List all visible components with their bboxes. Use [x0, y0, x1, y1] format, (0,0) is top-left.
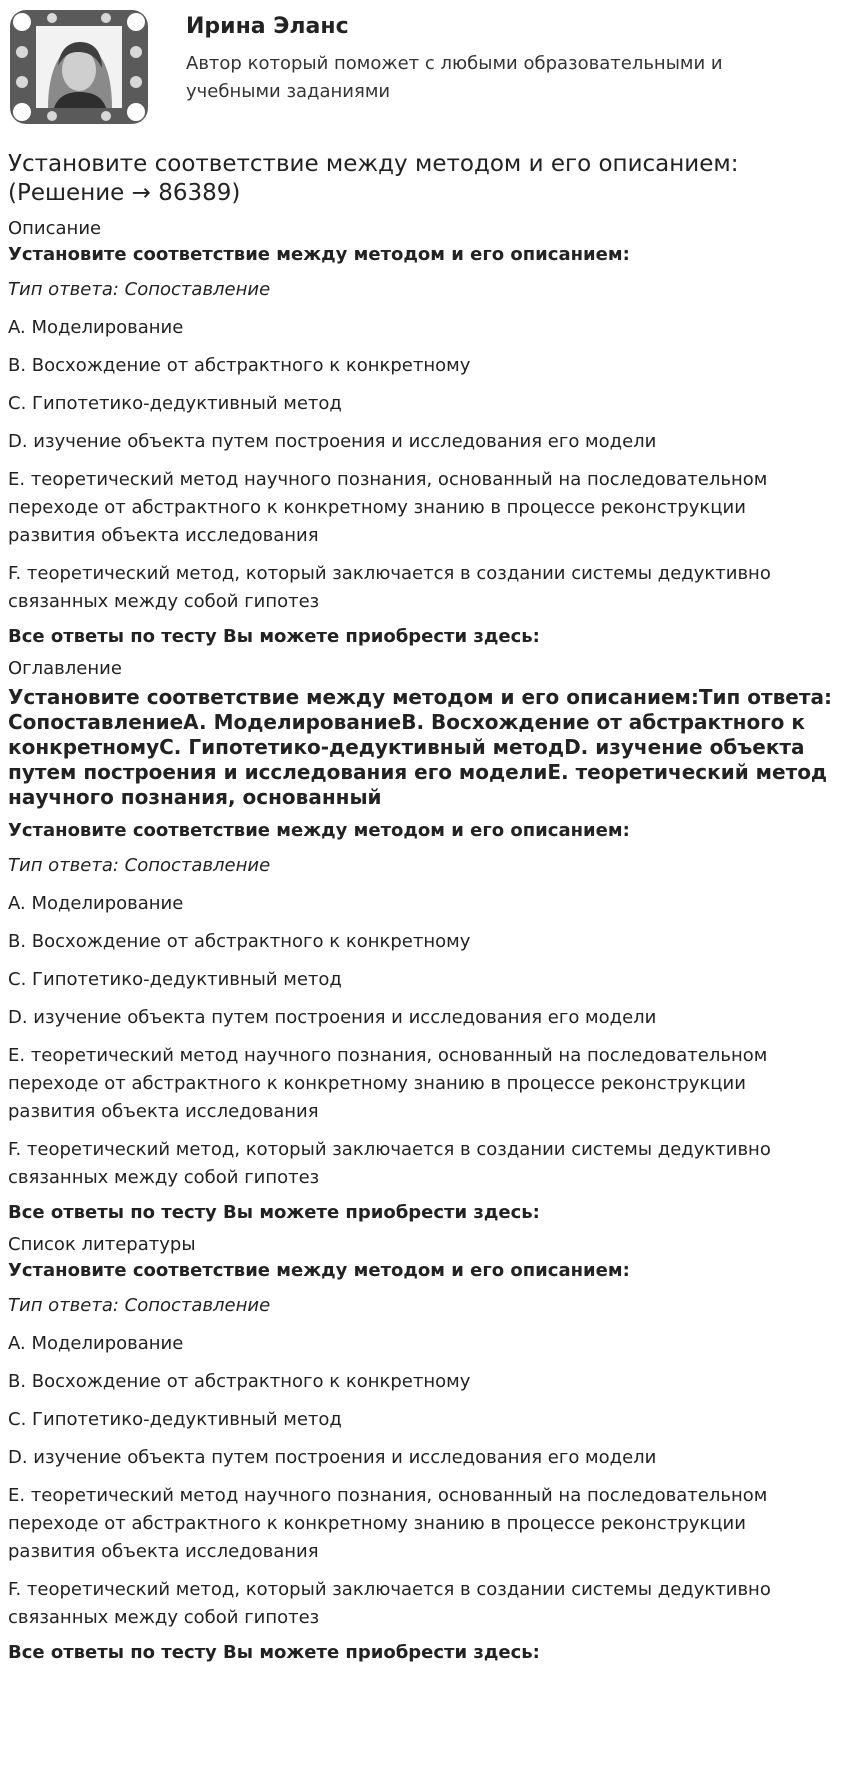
option-c: C. Гипотетико-дедуктивный метод: [8, 1409, 342, 1430]
option-b: B. Восхождение от абстрактного к конкретному: [8, 931, 471, 952]
option-c: C. Гипотетико-дедуктивный метод: [8, 969, 342, 990]
all-answers-text: Все ответы по тесту Вы можете приобрести здесь:: [8, 1202, 540, 1223]
option-b: B. Восхождение от абстрактного к конкретному: [8, 355, 471, 376]
page-title: Установите соответствие между методом и его описанием: (Решение → 86389): [8, 151, 739, 206]
section-heading-toc: Оглавление: [8, 658, 122, 679]
option-d: D. изучение объекта путем построения и исследования его модели: [8, 431, 657, 452]
option-d: D. изучение объекта путем построения и исследования его модели: [8, 1007, 657, 1028]
literature-block: [8, 1260, 833, 1664]
option-f: F. теоретический метод, который заключается в создании системы дедуктивно связанных между собой гипотез: [8, 1139, 771, 1188]
author-avatar: [8, 8, 150, 126]
option-a: A. Моделирование: [8, 317, 184, 338]
option-f: F. теоретический метод, который заключается в создании системы дедуктивно связанных между собой гипотез: [8, 563, 771, 612]
answer-type: Тип ответа: Сопоставление: [8, 1295, 271, 1316]
option-f: F. теоретический метод, который заключается в создании системы дедуктивно связанных между собой гипотез: [8, 1579, 771, 1628]
answer-type: Тип ответа: Сопоставление: [8, 279, 271, 300]
option-b: B. Восхождение от абстрактного к конкретному: [8, 1371, 471, 1392]
all-answers-text: Все ответы по тесту Вы можете приобрести здесь:: [8, 1642, 540, 1663]
question-text: Установите соответствие между методом и его описанием:: [8, 1260, 630, 1281]
section-heading-description: Описание: [8, 218, 102, 239]
option-e: E. теоретический метод научного познания, основанный на последовательном переходе от абстрактного к конкретному знанию в процессе реконструкции развития объекта исследования: [8, 1485, 768, 1562]
option-d: D. изучение объекта путем построения и исследования его модели: [8, 1447, 657, 1468]
answer-type: Тип ответа: Сопоставление: [8, 855, 271, 876]
option-e: E. теоретический метод научного познания, основанный на последовательном переходе от абстрактного к конкретному знанию в процессе реконструкции развития объекта исследования: [8, 1045, 768, 1122]
question-text: Установите соответствие между методом и его описанием:: [8, 820, 630, 841]
all-answers-text: Все ответы по тесту Вы можете приобрести здесь:: [8, 626, 540, 647]
toc-block: [8, 820, 833, 1224]
page: [8, 0, 833, 1664]
author-card: [8, 0, 833, 140]
toc-text: Установите соответствие между методом и его описанием:Тип ответа: СопоставлениеA. МоделированиеB. Восхождение от абстрактного к конкретномуC. Гипотетико-дедуктивный методD. изучение объекта путем построения и исследования его моделиE. теоретический метод научного познания, основанный: [8, 685, 832, 809]
author-description: Автор который поможет с любыми образовательными и учебными заданиями: [186, 53, 723, 102]
description-block: [8, 244, 833, 648]
option-a: A. Моделирование: [8, 893, 184, 914]
option-e: E. теоретический метод научного познания, основанный на последовательном переходе от абстрактного к конкретному знанию в процессе реконструкции развития объекта исследования: [8, 469, 768, 546]
option-a: A. Моделирование: [8, 1333, 184, 1354]
question-text: Установите соответствие между методом и его описанием:: [8, 244, 630, 265]
option-c: C. Гипотетико-дедуктивный метод: [8, 393, 342, 414]
section-heading-literature: Список литературы: [8, 1234, 196, 1255]
author-name: Ирина Эланс: [186, 14, 349, 39]
